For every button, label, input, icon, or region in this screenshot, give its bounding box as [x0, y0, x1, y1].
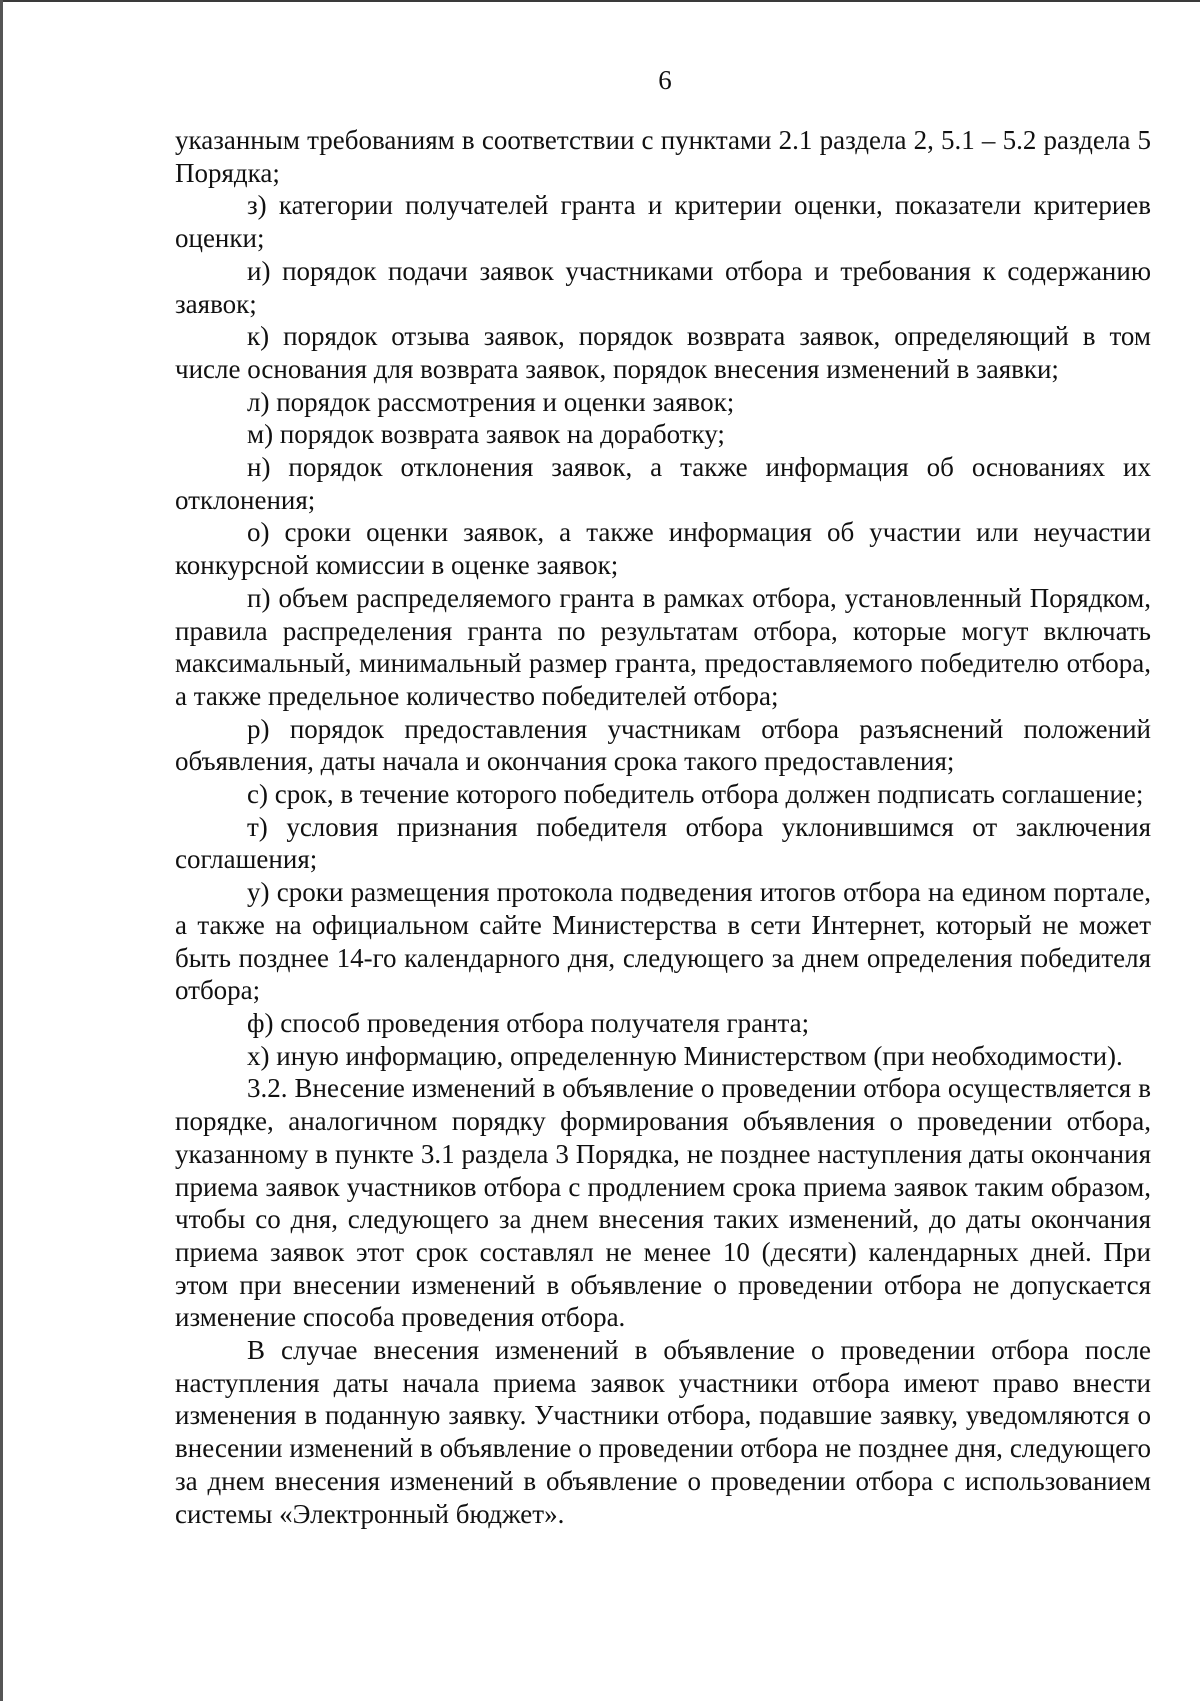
paragraph-item-m: м) порядок возврата заявок на доработку; — [247, 419, 725, 450]
paragraph-item-n: н) порядок отклонения заявок, а также информация об основаниях их отклонения; — [175, 452, 1151, 515]
paragraph-item-f: ф) способ проведения отбора получателя гранта; — [247, 1007, 810, 1038]
paragraph-continuation: указанным требованиям в соответствии с пунктами 2.1 раздела 2, 5.1 – 5.2 раздела 5 Порядка; — [175, 125, 1151, 188]
paragraph-item-l: л) порядок рассмотрения и оценки заявок; — [247, 386, 735, 417]
paragraph-item-k: к) порядок отзыва заявок, порядок возврата заявок, определяющий в том числе основания для возврата заявок, порядок внесения изменений в заявки; — [175, 321, 1151, 384]
paragraph-changes-notice: В случае внесения изменений в объявление о проведении отбора после наступления даты начала приема заявок участники отбора имеют право внести изменения в поданную заявку. Участники отбора, подавшие заявку, уведомляются о внесении изменений в объявление о проведении отбора не позднее дня, следующего за днем внесения изменений в объявление о проведении отбора с использованием системы «Электронный бюджет». — [175, 1335, 1151, 1529]
scan-edge-left — [0, 0, 3, 1701]
paragraph-item-t: т) условия признания победителя отбора уклонившимся от заключения соглашения; — [175, 811, 1151, 875]
paragraph-item-z: з) категории получателей гранта и критерии оценки, показатели критериев оценки; — [175, 190, 1151, 254]
paragraph-item-p: п) объем распределяемого гранта в рамках отбора, установленный Порядком, правила распределения гранта по результатам отбора, которые могут включать максимальный, минимальный размер гранта, предоставляемого победителю отбора, а также предельное количество победителей отбора; — [175, 582, 1151, 711]
document-body — [175, 124, 1151, 1530]
paragraph-item-s: с) срок, в течение которого победитель отбора должен подписать соглашение; — [247, 779, 1144, 810]
scan-edge-top — [0, 0, 1200, 2]
paragraph-item-u: у) сроки размещения протокола подведения итогов отбора на едином портале, а также на официальном сайте Министерства в сети Интернет, который не может быть позднее 14-го календарного дня, следующего за днем определения победителя отбора; — [175, 877, 1151, 1006]
paragraph-item-o: о) сроки оценки заявок, а также информация об участии или неучастии конкурсной комиссии в оценке заявок; — [175, 517, 1151, 581]
paragraph-item-h: х) иную информацию, определенную Министерством (при необходимости). — [247, 1040, 1123, 1071]
paragraph-item-i: и) порядок подачи заявок участниками отбора и требования к содержанию заявок; — [175, 255, 1151, 319]
paragraph-section-3-2: 3.2. Внесение изменений в объявление о проведении отбора осуществляется в порядке, аналогичном порядку формирования объявления о проведении отбора, указанному в пункте 3.1 раздела 3 Порядка, не позднее наступления даты окончания приема заявок участников отбора с продлением срока приема заявок таким образом, чтобы со дня, следующего за днем внесения таких изменений, до даты окончания приема заявок этот срок составлял не менее 10 (десяти) календарных дней. При этом при внесении изменений в объявление о проведении отбора не допускается изменение способа проведения отбора. — [175, 1073, 1151, 1333]
paragraph-item-r: р) порядок предоставления участникам отбора разъяснений положений объявления, даты начала и окончания срока такого предоставления; — [175, 713, 1151, 777]
page-number: 6 — [658, 65, 672, 95]
